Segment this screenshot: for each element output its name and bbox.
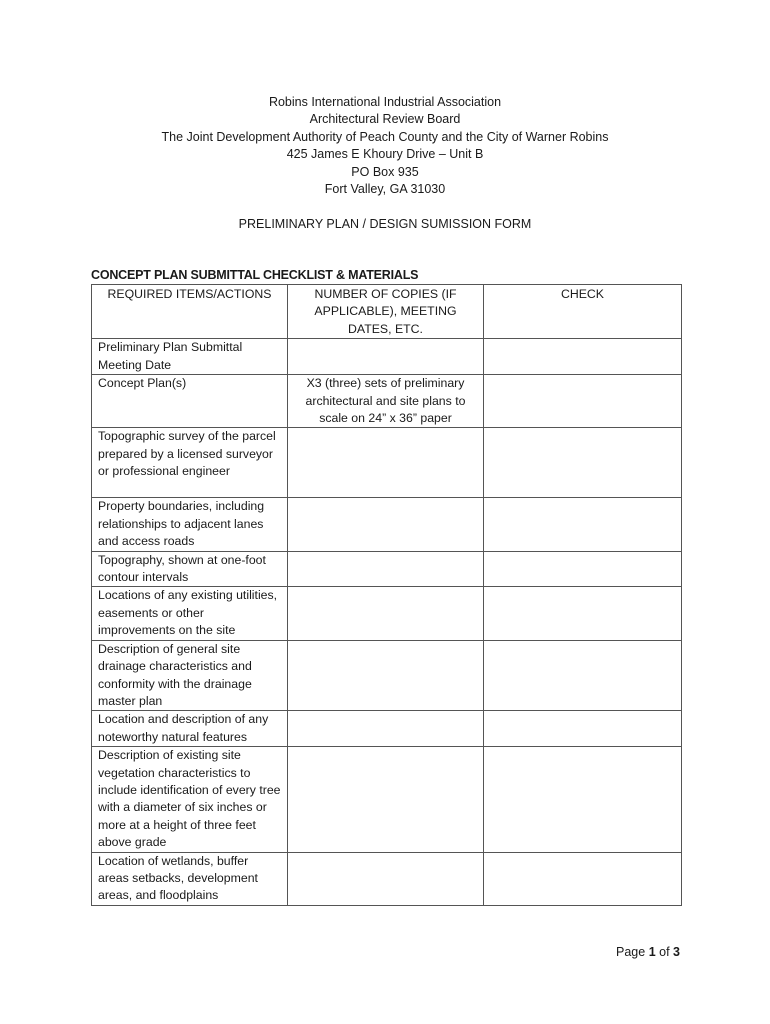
table-header-row [92,285,682,339]
row-item: Description of existing site vegetation characteristics to include identification of every tree with a diameter of six inches or more at a height of three feet above grade [92,747,288,852]
of-label: of [659,945,670,959]
row-item: Topography, shown at one-foot contour intervals [92,551,288,587]
table-row [92,339,682,375]
row-copies [288,640,484,711]
row-copies [288,551,484,587]
table-row [92,498,682,551]
authority-name: The Joint Development Authority of Peach County and the City of Warner Robins [161,129,609,144]
form-title: PRELIMINARY PLAN / DESIGN SUMISSION FORM [238,217,532,231]
po-box: PO Box 935 [351,164,419,179]
row-item: Locations of any existing utilities, easements or other improvements on the site [92,587,288,640]
row-check-cell[interactable] [484,711,682,747]
page-label: Page [616,945,646,959]
table-row [92,852,682,905]
letterhead [0,94,770,198]
header-required-items: REQUIRED ITEMS/ACTIONS [92,285,288,339]
row-check-cell[interactable] [484,375,682,428]
total-pages: 3 [673,945,680,959]
row-item: Topographic survey of the parcel prepared by a licensed surveyor or professional engineer [92,428,288,498]
row-check-cell[interactable] [484,587,682,640]
row-check-cell[interactable] [484,747,682,852]
current-page-number: 1 [648,945,656,959]
header-check: CHECK [484,285,682,339]
row-copies [288,747,484,852]
table-row [92,711,682,747]
row-copies [288,852,484,905]
row-check-cell[interactable] [484,428,682,498]
street-address: 425 James E Khoury Drive – Unit B [286,147,484,162]
city-state-zip: Fort Valley, GA 31030 [324,182,446,197]
table-row [92,428,682,498]
header-number-of-copies: NUMBER OF COPIES (IF APPLICABLE), MEETING DATES, ETC. [288,285,484,339]
section-title: CONCEPT PLAN SUBMITTAL CHECKLIST & MATERIALS [91,268,419,282]
row-copies [288,587,484,640]
table-row [92,551,682,587]
page-number-footer [560,944,680,961]
checklist-table [91,284,682,906]
table-row [92,375,682,428]
organization-name: Robins International Industrial Association [268,95,502,109]
table-row [92,587,682,640]
row-item: Location and description of any noteworthy natural features [92,711,288,747]
row-item: Concept Plan(s) [92,375,288,428]
board-name: Architectural Review Board [309,112,461,127]
row-check-cell[interactable] [484,339,682,375]
row-item: Location of wetlands, buffer areas setbacks, development areas, and floodplains [92,852,288,905]
table-row [92,640,682,711]
row-copies [288,339,484,375]
row-copies [288,428,484,498]
row-check-cell[interactable] [484,852,682,905]
row-copies [288,498,484,551]
row-check-cell[interactable] [484,551,682,587]
row-item: Property boundaries, including relationships to adjacent lanes and access roads [92,498,288,551]
row-item: Description of general site drainage characteristics and conformity with the drainage master plan [92,640,288,711]
row-check-cell[interactable] [484,498,682,551]
table-row [92,747,682,852]
row-item: Preliminary Plan Submittal Meeting Date [92,339,288,375]
row-copies [288,711,484,747]
row-check-cell[interactable] [484,640,682,711]
row-copies: X3 (three) sets of preliminary architectural and site plans to scale on 24” x 36” paper [288,375,484,428]
